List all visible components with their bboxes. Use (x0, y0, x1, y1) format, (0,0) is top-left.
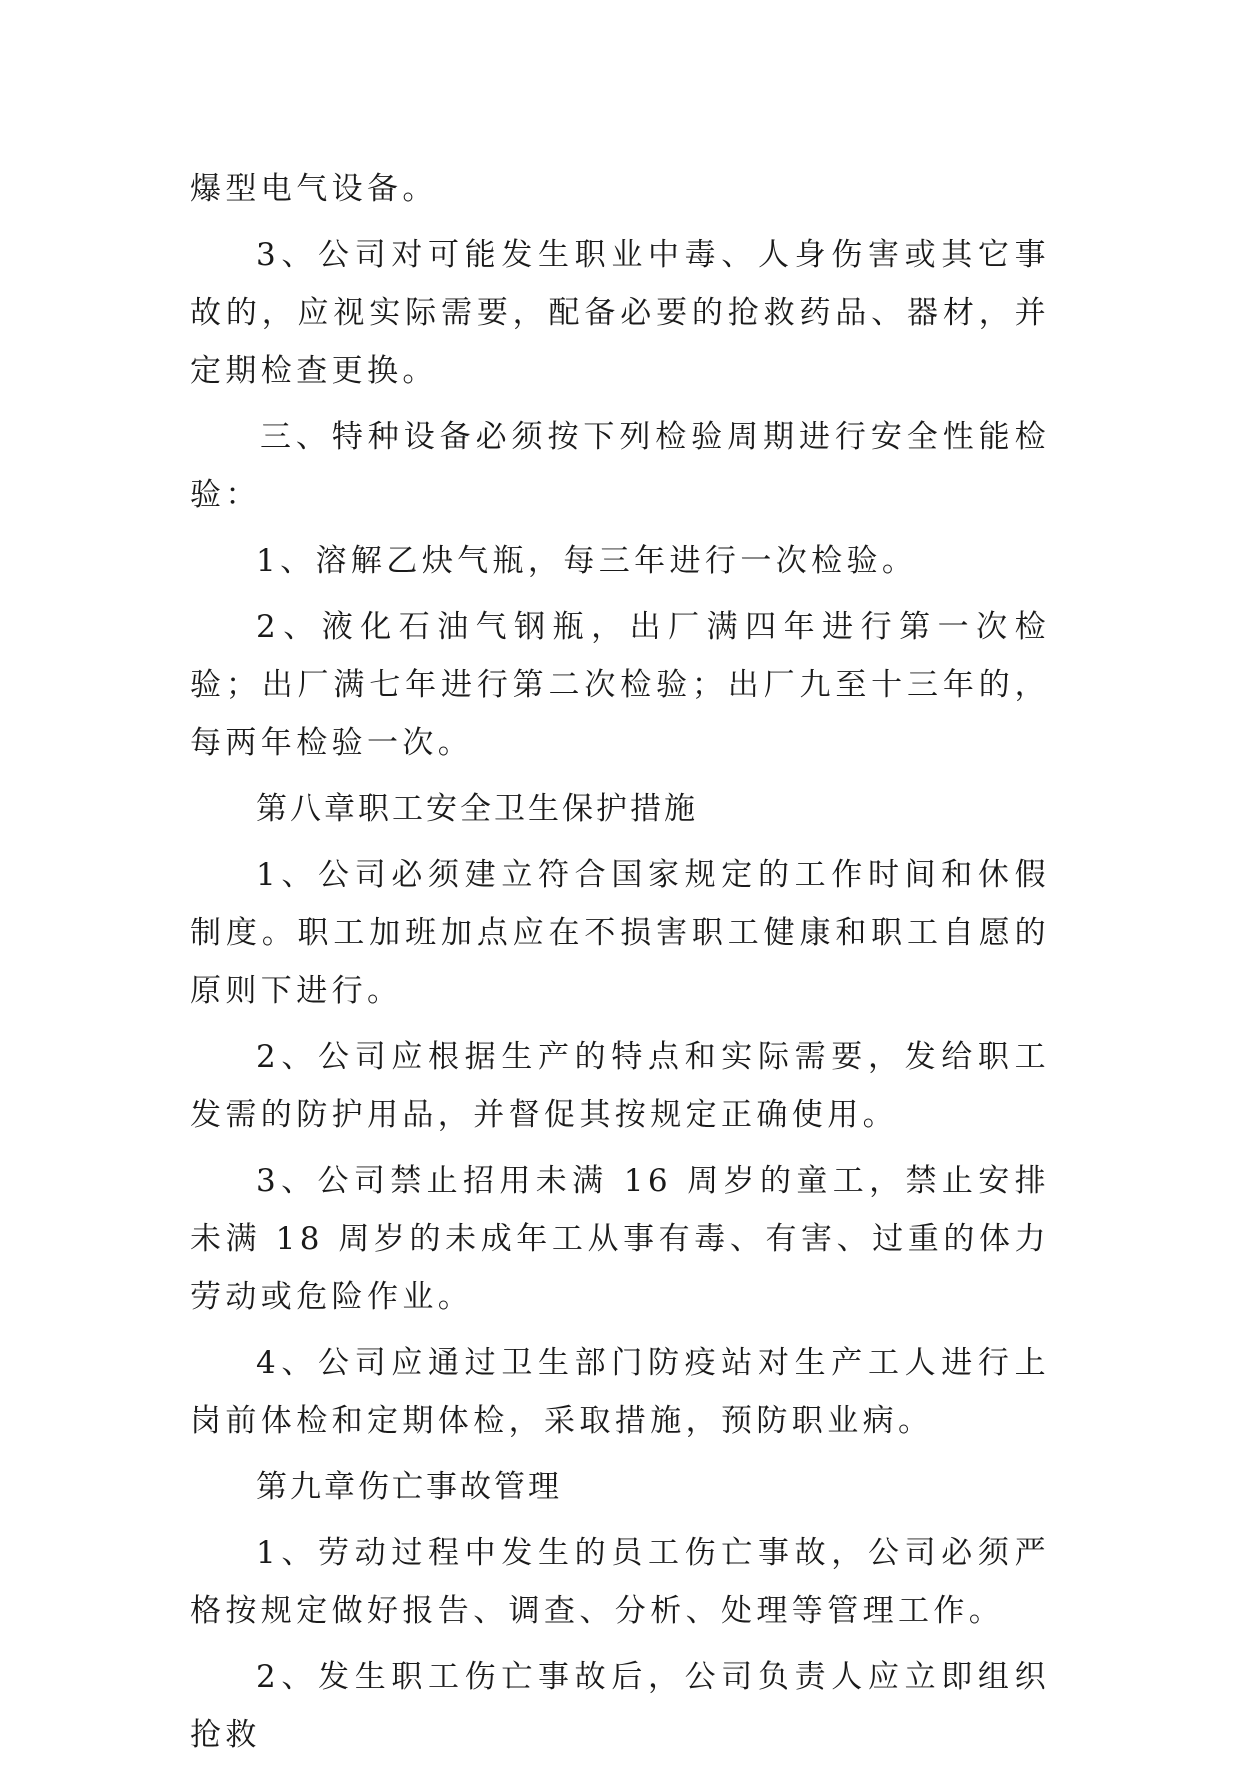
section-heading-special-equipment: 三、特种设备必须按下列检验周期进行安全性能检验： (190, 419, 1050, 513)
paragraph-item-1-working-hours: 1、公司必须建立符合国家规定的工作时间和休假制度。职工加班加点应在不损害职工健康和职工自愿的原则下进行。 (190, 857, 1050, 1009)
paragraph-item-2-lpg-cylinder: 2、液化石油气钢瓶，出厂满四年进行第一次检验；出厂满七年进行第二次检验；出厂九至十三年的，每两年检验一次。 (190, 609, 1050, 761)
paragraph-item-1-acetylene: 1、溶解乙炔气瓶，每三年进行一次检验。 (256, 543, 918, 579)
paragraph-item-1-accident-report: 1、劳动过程中发生的员工伤亡事故，公司必须严格按规定做好报告、调查、分析、处理等管理工作。 (190, 1535, 1050, 1629)
paragraph-item-3-first-aid: 3、公司对可能发生职业中毒、人身伤害或其它事故的，应视实际需要，配备必要的抢救药品、器材，并定期检查更换。 (190, 237, 1050, 389)
chapter-heading-9: 第九章伤亡事故管理 (256, 1469, 562, 1505)
paragraph-continuation: 爆型电气设备。 (190, 171, 438, 207)
paragraph-item-2-protective-gear: 2、公司应根据生产的特点和实际需要，发给职工发需的防护用品，并督促其按规定正确使用。 (190, 1039, 1050, 1133)
chapter-heading-8: 第八章职工安全卫生保护措施 (256, 791, 698, 827)
document-body (190, 160, 1050, 1772)
paragraph-item-4-health-check: 4、公司应通过卫生部门防疫站对生产工人进行上岗前体检和定期体检，采取措施，预防职业病。 (190, 1345, 1050, 1439)
paragraph-item-2-accident-rescue: 2、发生职工伤亡事故后，公司负责人应立即组织抢救 (190, 1659, 1050, 1753)
paragraph-item-3-child-labor: 3、公司禁止招用未满 16 周岁的童工，禁止安排未满 18 周岁的未成年工从事有毒、有害、过重的体力劳动或危险作业。 (190, 1163, 1050, 1315)
